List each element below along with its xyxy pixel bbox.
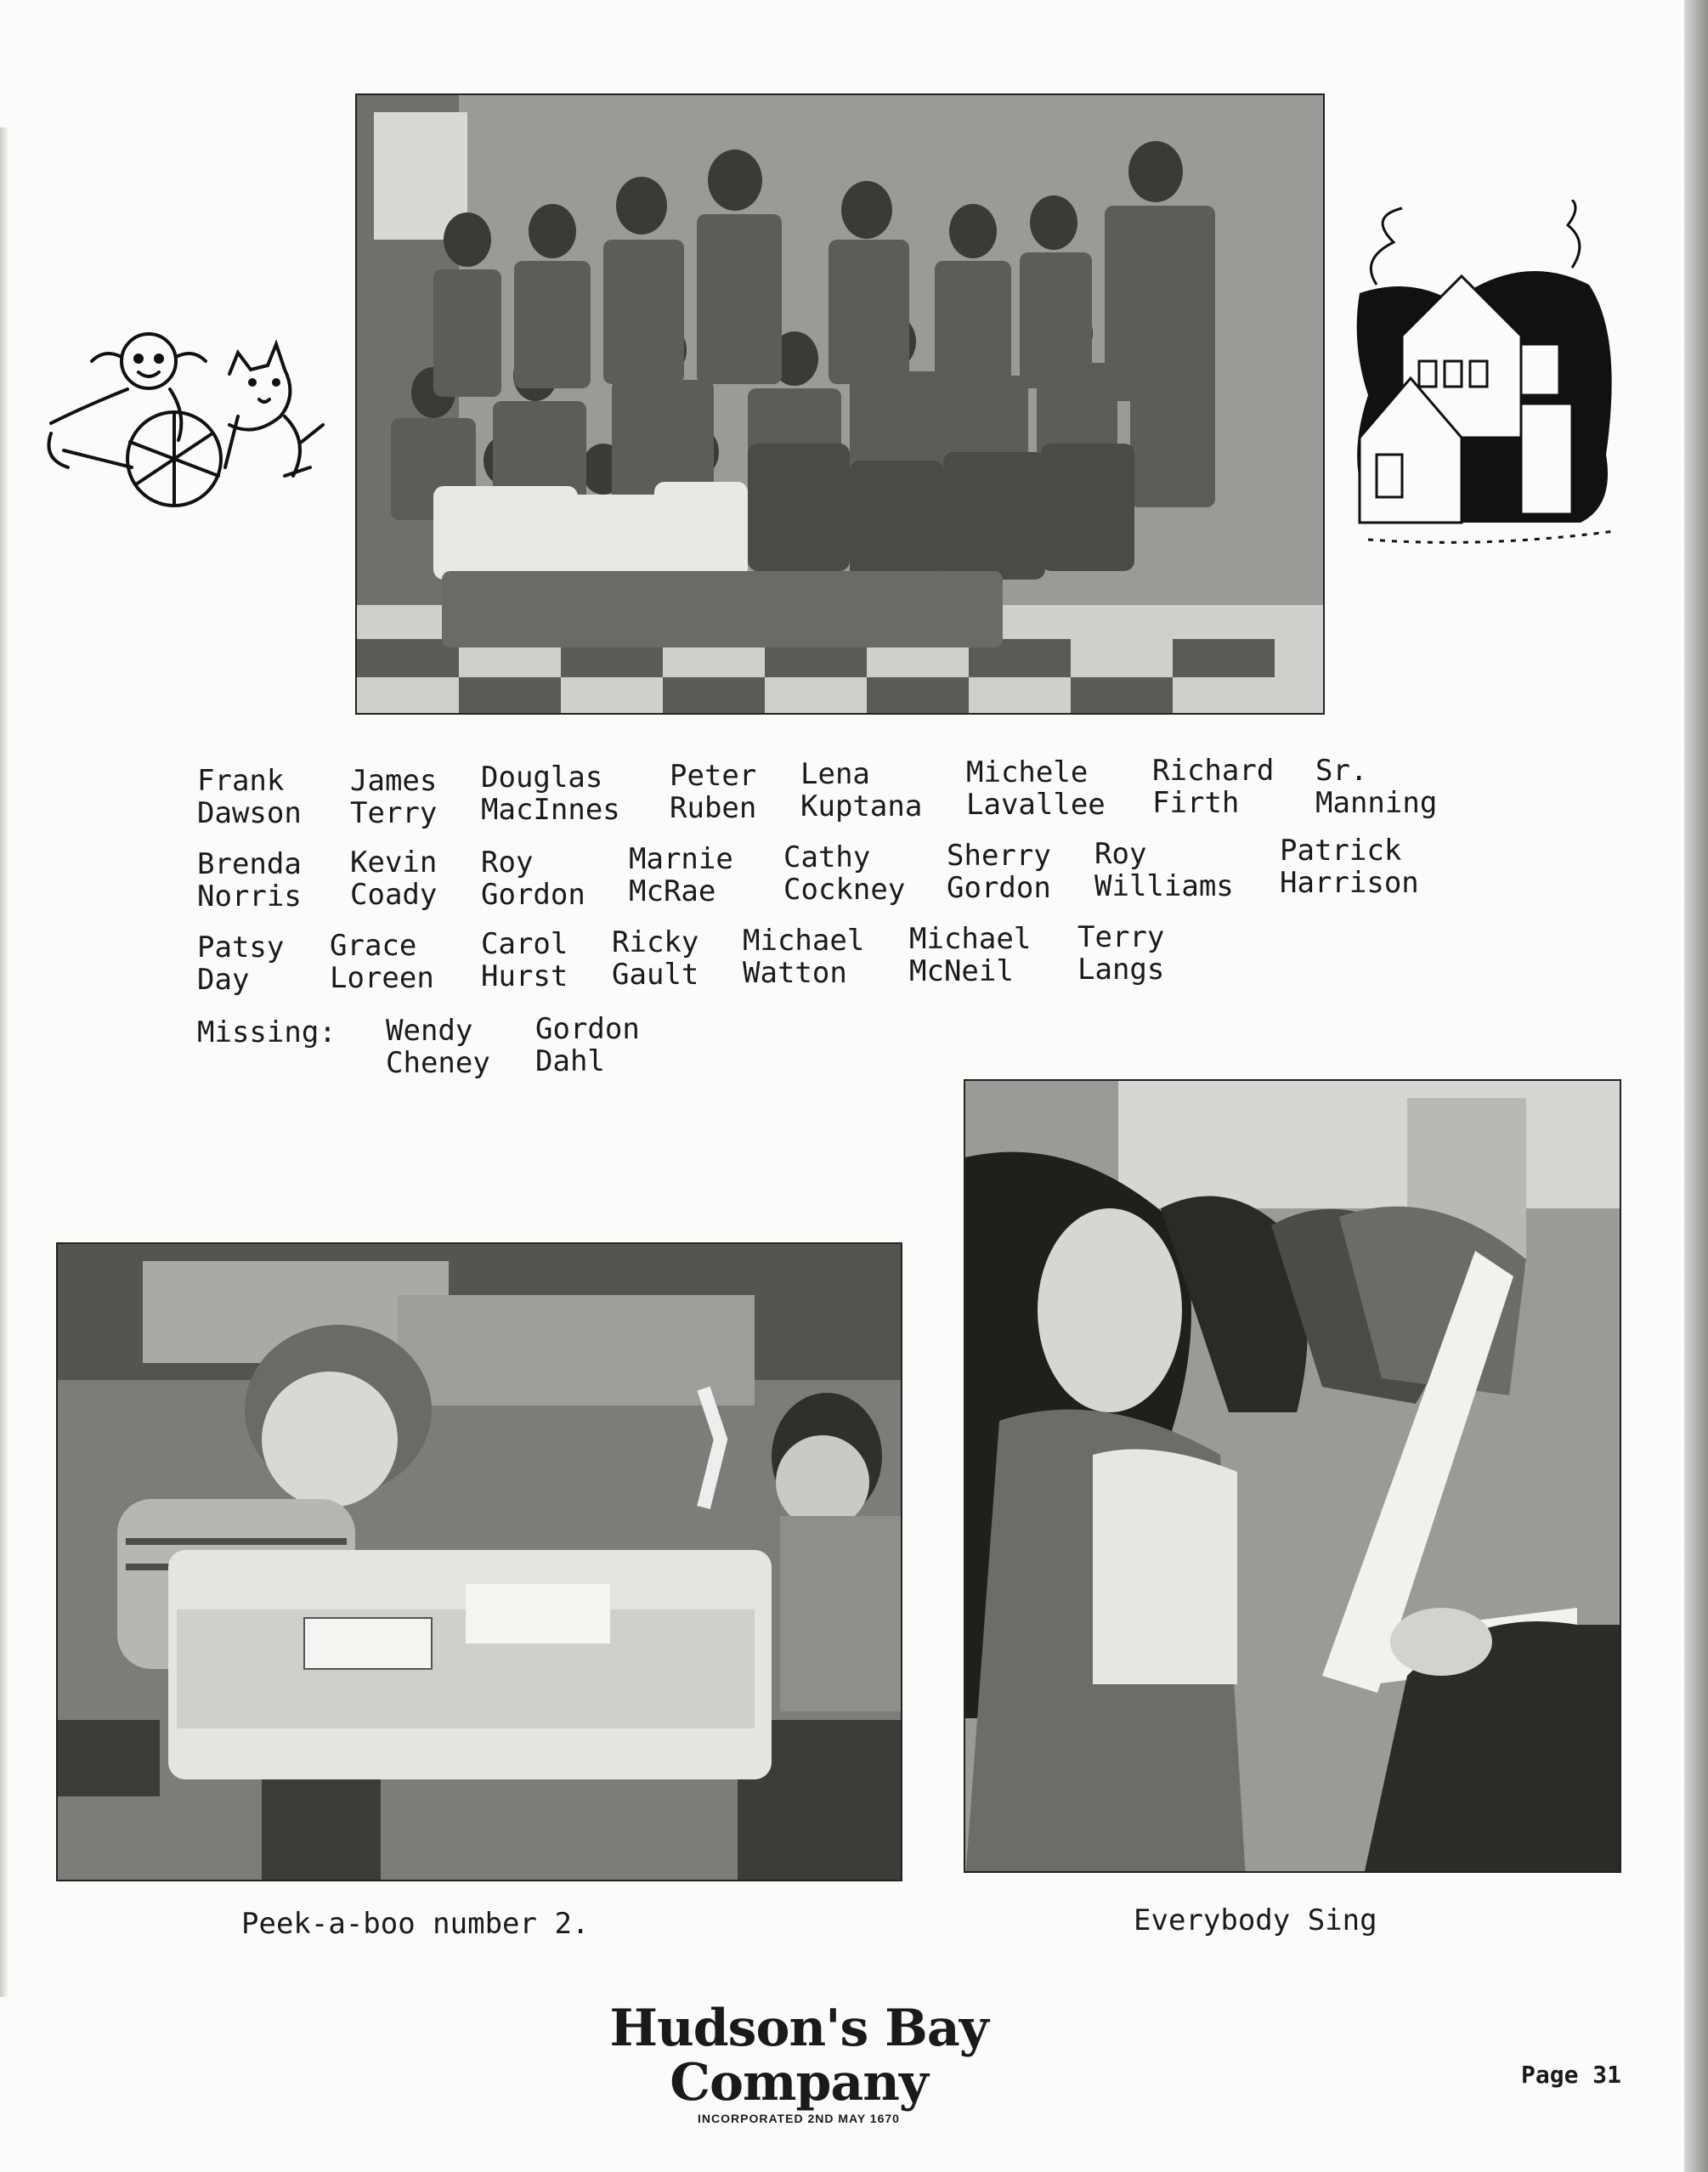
person-name: Roy Gordon — [481, 846, 585, 912]
page-shadow — [0, 127, 8, 1997]
person-name: Terry Langs — [1077, 920, 1165, 987]
person-name: Frank Dawson — [197, 764, 302, 830]
person-name: Sherry Gordon — [947, 839, 1051, 905]
person-name: Patsy Day — [197, 930, 285, 997]
right-photo-caption: Everybody Sing — [1134, 1903, 1377, 1937]
person-name: Kevin Coady — [350, 846, 438, 912]
missing-label: Missing: — [197, 1015, 337, 1049]
person-name: Patrick Harrison — [1280, 834, 1419, 900]
left-photo-caption: Peek-a-boo number 2. — [241, 1907, 590, 1941]
class-photo — [355, 93, 1325, 715]
page-edge — [1684, 0, 1708, 2172]
person-name: Richard Firth — [1152, 754, 1275, 820]
classroom-desk-photo — [56, 1242, 902, 1881]
hudsons-bay-logo — [569, 2001, 1028, 2125]
house-illustration — [1343, 200, 1632, 557]
page-number: Page 31 — [1521, 2061, 1622, 2089]
person-name: Wendy Cheney — [386, 1014, 490, 1080]
logo-wordmark: Hudson's Bay Company — [609, 1999, 988, 2113]
logo-subtext: INCORPORATED 2ND MAY 1670 — [698, 2112, 900, 2125]
person-name: Lena Kuptana — [800, 757, 923, 823]
person-name: Sr. Manning — [1315, 754, 1438, 820]
person-name: Michele Lavallee — [966, 755, 1106, 822]
person-name: Brenda Norris — [197, 847, 302, 913]
person-name: Roy Williams — [1094, 837, 1234, 903]
toys-illustration — [30, 323, 327, 518]
person-name: Cathy Cockney — [783, 840, 906, 907]
person-name: Ricky Gault — [612, 925, 699, 992]
person-name: Douglas MacInnes — [481, 761, 620, 827]
person-name: Grace Loreen — [330, 929, 434, 995]
person-name: Michael McNeil — [909, 922, 1032, 988]
person-name: Marnie McRae — [629, 842, 733, 908]
person-name: James Terry — [350, 764, 438, 830]
singing-photo — [964, 1079, 1621, 1873]
person-name: Michael Watton — [743, 924, 865, 990]
person-name: Carol Hurst — [481, 927, 568, 993]
person-name: Peter Ruben — [670, 759, 757, 825]
person-name: Gordon Dahl — [535, 1012, 640, 1078]
